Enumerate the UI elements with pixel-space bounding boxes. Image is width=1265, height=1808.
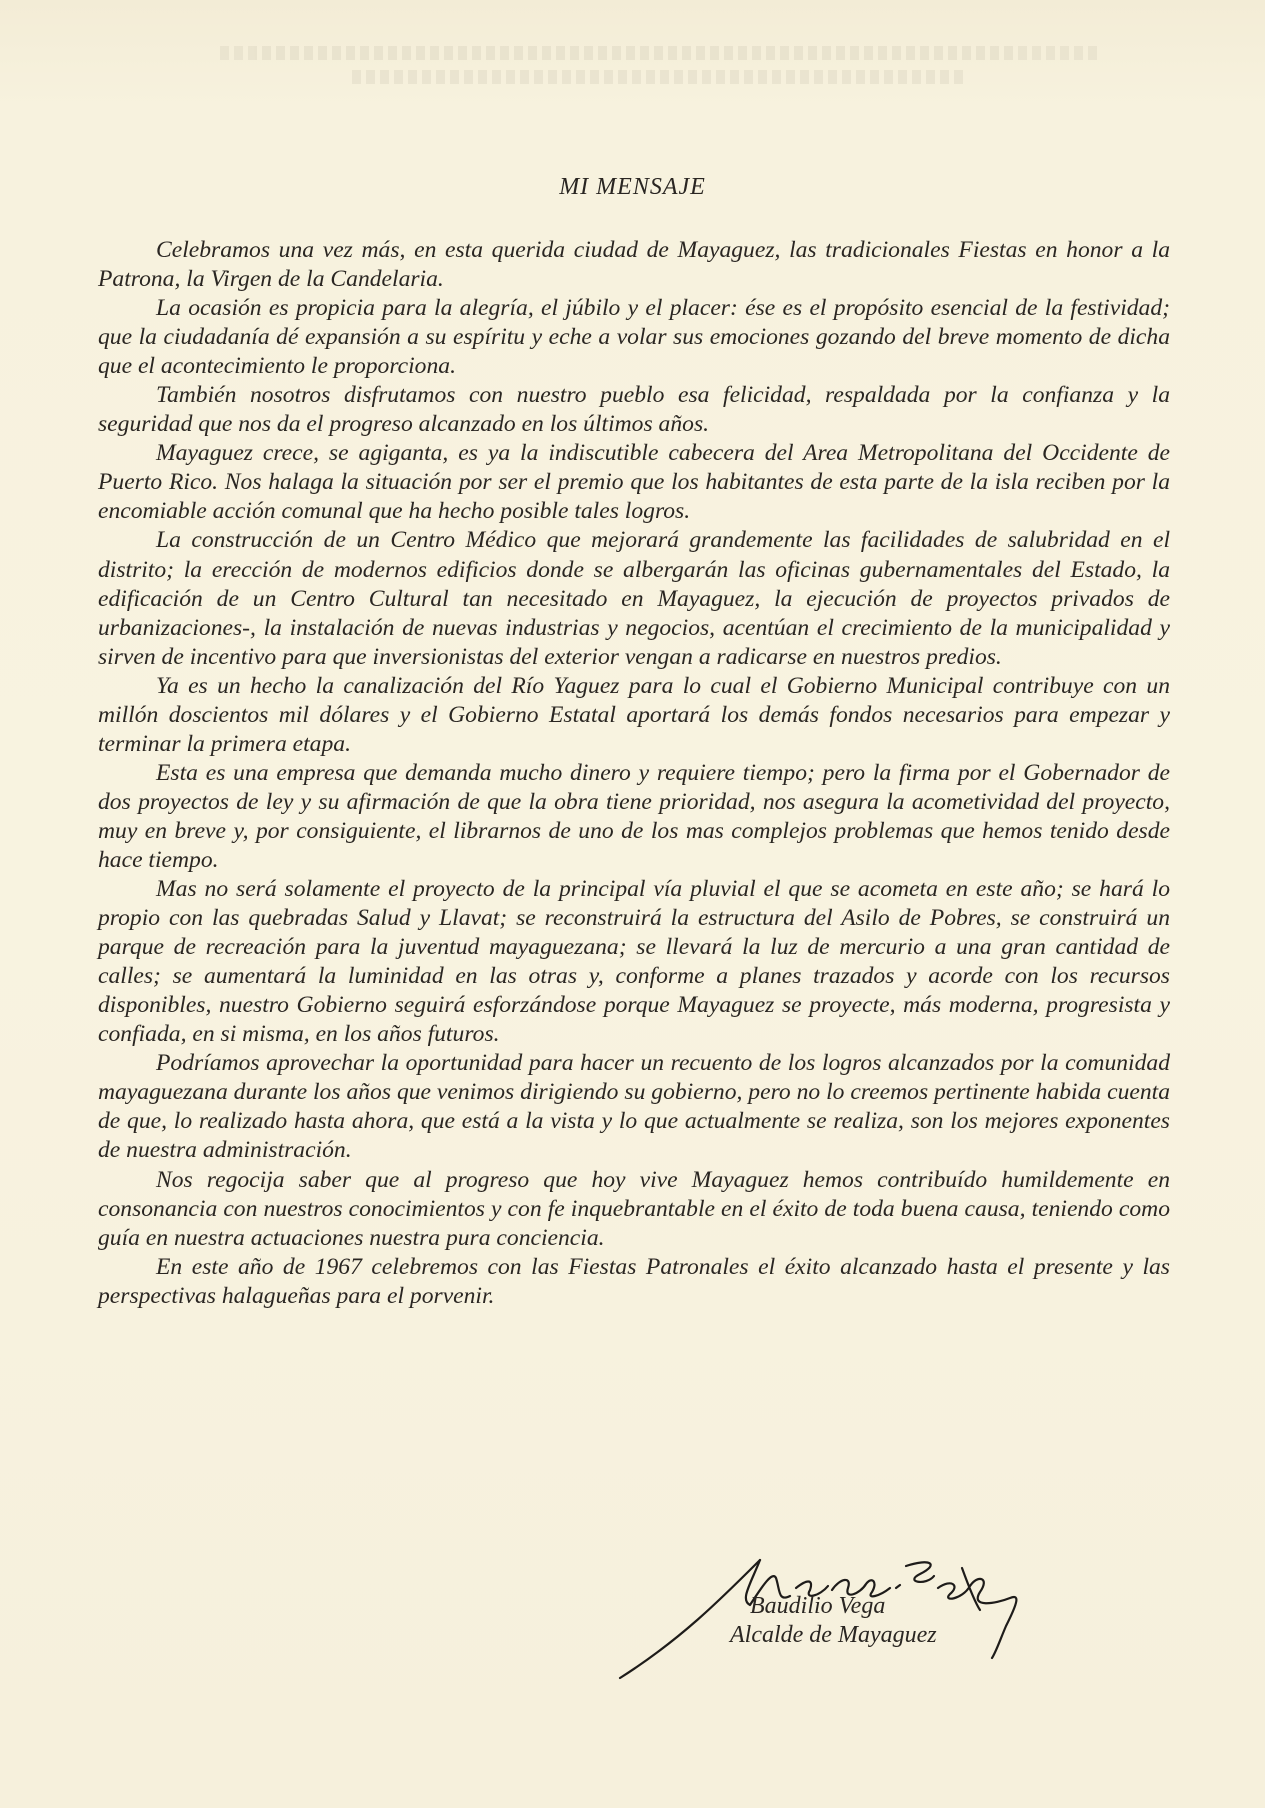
bleed-through-text	[220, 36, 1100, 116]
paragraph: Nos regocija saber que al progreso que hoy vive Mayaguez hemos contribuído humildemente en consonancia con nuestros conocimientos y con fe inquebrantable en el éxito de toda buena causa, teniendo como guía en nuestra actuaciones nuestra pura conciencia.	[98, 1166, 1170, 1251]
paragraph: Celebramos una vez más, en esta querida ciudad de Mayaguez, las tradicionales Fiestas en honor a la Patrona, la Virgen de la Candelaria.	[98, 237, 1170, 293]
paragraph: La construcción de un Centro Médico que mejorará grandemente las facilidades de salubridad en el distrito; la erección de modernos edificios donde se albergarán las oficinas gubernamentales del Estado, la edificación de un Centro Cultural tan necesitado en Mayaguez, la ejecución de proyectos privados de urbanizaciones-, la instalación de nuevas industrias y negocios, acentúan el crecimiento de la municipalidad y sirven de incentivo para que inversionistas del exterior vengan a radicarse en nuestros predios.	[98, 527, 1170, 670]
paragraph: Mayaguez crece, se agiganta, es ya la indiscutible cabecera del Area Metropolitana del Occidente de Puerto Rico. Nos halaga la situación por ser el premio que los habitantes de esta parte de la isla reciben por la encomiable acción comunal que ha hecho posible tales logros.	[98, 440, 1170, 525]
message-body	[98, 236, 1170, 1311]
handwritten-signature	[600, 1530, 1080, 1770]
signature-role: Alcalde de Mayaguez	[730, 1622, 937, 1648]
paragraph: En este año de 1967 celebremos con las Fiestas Patronales el éxito alcanzado hasta el presente y las perspectivas halagueñas para el porvenir.	[98, 1253, 1170, 1309]
paragraph: Ya es un hecho la canalización del Río Yaguez para lo cual el Gobierno Municipal contribuye con un millón doscientos mil dólares y el Gobierno Estatal aportará los demás fondos necesarios para empezar y terminar la primera etapa.	[98, 672, 1170, 757]
paragraph: Esta es una empresa que demanda mucho dinero y requiere tiempo; pero la firma por el Gobernador de dos proyectos de ley y su afirmación de que la obra tiene prioridad, nos asegura la acometividad del proyecto, muy en breve y, por consiguiente, el librarnos de uno de los mas complejos problemas que hemos tenido desde hace tiempo.	[98, 759, 1170, 873]
paragraph: Mas no será solamente el proyecto de la principal vía pluvial el que se acometa en este año; se hará lo propio con las quebradas Salud y Llavat; se reconstruirá la estructura del Asilo de Pobres, se construirá un parque de recreación para la juventud mayaguezana; se llevará la luz de mercurio a una gran cantidad de calles; se aumentará la luminidad en las otras y, conforme a planes trazados y acorde con los recursos disponibles, nuestro Gobierno seguirá esforzándose porque Mayaguez se proyecte, más moderna, progresista y confiada, en si misma, en los años futuros.	[98, 876, 1170, 1048]
signature-block	[600, 1530, 1080, 1770]
signature-name: Baudilio Vega	[750, 1593, 886, 1619]
paragraph: También nosotros disfrutamos con nuestro pueblo esa felicidad, respaldada por la confianza y la seguridad que nos da el progreso alcanzado en los últimos años.	[98, 382, 1170, 438]
paragraph: La ocasión es propicia para la alegría, el júbilo y el placer: ése es el propósito esencial de la festividad; que la ciudadanía dé expansión a su espíritu y eche a volar sus emociones gozando del breve momento de dicha que el acontecimiento le proporciona.	[98, 295, 1170, 380]
document-title: MI MENSAJE	[559, 174, 706, 200]
paragraph: Podríamos aprovechar la oportunidad para hacer un recuento de los logros alcanzados por la comunidad mayaguezana durante los años que venimos dirigiendo su gobierno, pero no lo creemos pertinente habida cuenta de que, lo realizado hasta ahora, que está a la vista y lo que actualmente se realiza, son los mejores exponentes de nuestra administración.	[98, 1050, 1170, 1164]
